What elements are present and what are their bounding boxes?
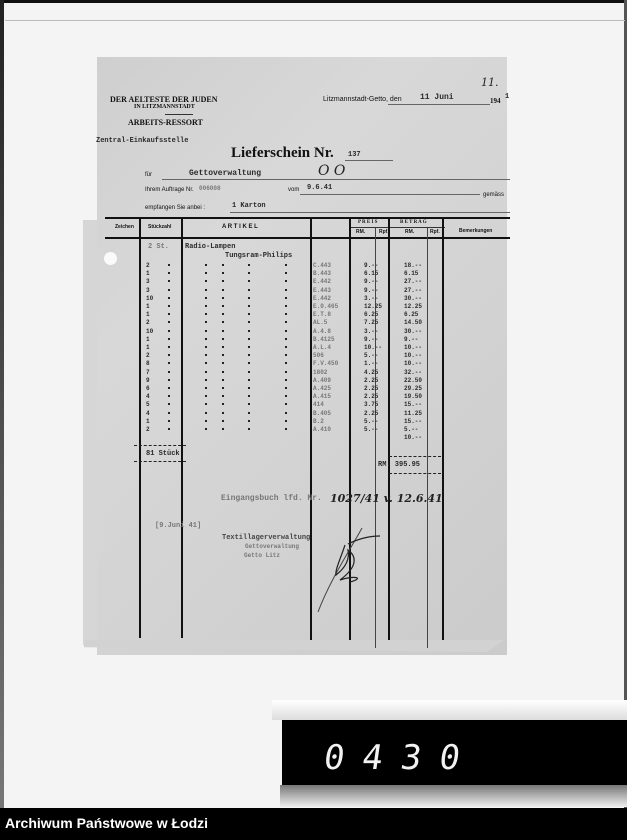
- row-qty: 2: [146, 319, 150, 326]
- row-price: 5.--: [364, 418, 379, 425]
- row-price: 2.25: [364, 377, 379, 384]
- ditto-mark: [205, 272, 207, 274]
- row-type: E.0.465: [313, 303, 339, 310]
- table-top-rule: [105, 217, 510, 219]
- ditto-mark: [222, 387, 224, 389]
- ditto-mark: [205, 338, 207, 340]
- order-label: Ihrem Auftrage Nr.: [145, 187, 194, 193]
- ditto-mark: [222, 313, 224, 315]
- ditto-mark: [222, 338, 224, 340]
- row-qty: 2: [146, 262, 150, 269]
- ditto-mark: [168, 313, 170, 315]
- header-stueckzahl: Stückzahl: [148, 224, 172, 230]
- row-qty: 2: [146, 352, 150, 359]
- ditto-mark: [168, 330, 170, 332]
- ditto-mark: [248, 354, 250, 356]
- vom-line: [300, 194, 480, 195]
- row-price: 9.--: [364, 287, 379, 294]
- row-qty: 6: [146, 385, 150, 392]
- scan-line: [5, 20, 625, 21]
- document-number: 137: [348, 151, 361, 159]
- ditto-mark: [168, 379, 170, 381]
- row-type: F.V.450: [313, 360, 339, 367]
- row-price: 10.--: [364, 344, 383, 351]
- ditto-mark: [168, 354, 170, 356]
- ditto-mark: [285, 412, 287, 414]
- intro-brand: Tungsram-Philips: [225, 252, 293, 260]
- ditto-mark: [285, 346, 287, 348]
- row-amount: 22.50: [404, 377, 423, 384]
- row-type: A.415: [313, 393, 332, 400]
- gemaess-label: gemäss: [483, 192, 505, 198]
- row-qty: 5: [146, 401, 150, 408]
- row-type: A.409: [313, 377, 332, 384]
- archive-name: Archiwum Państwowe w Łodzi: [5, 815, 209, 831]
- ditto-mark: [285, 313, 287, 315]
- ditto-mark: [168, 305, 170, 307]
- row-type: A.425: [313, 385, 332, 392]
- vom-value: 9.6.41: [307, 184, 333, 192]
- ditto-mark: [205, 362, 207, 364]
- ditto-mark: [205, 371, 207, 373]
- ditto-mark: [222, 395, 224, 397]
- ditto-mark: [248, 330, 250, 332]
- ditto-mark: [205, 379, 207, 381]
- document-title: Lieferschein Nr.: [231, 145, 334, 161]
- ditto-mark: [248, 395, 250, 397]
- ditto-mark: [222, 305, 224, 307]
- header-artikel: A R T I K E L: [222, 224, 258, 230]
- ditto-mark: [205, 420, 207, 422]
- ditto-mark: [248, 403, 250, 405]
- ditto-mark: [168, 362, 170, 364]
- fuer-label: für: [145, 172, 153, 178]
- col-divider-betrag-rpf: [427, 228, 428, 648]
- row-type: B.2: [313, 418, 324, 425]
- ditto-mark: [222, 403, 224, 405]
- ditto-mark: [248, 371, 250, 373]
- row-qty: 1: [146, 270, 150, 277]
- ditto-mark: [205, 264, 207, 266]
- row-amount: 15.--: [404, 401, 423, 408]
- department: ARBEITS-RESSORT: [128, 118, 203, 127]
- ditto-mark: [205, 330, 207, 332]
- row-amount: 30.--: [404, 328, 423, 335]
- ditto-mark: [205, 313, 207, 315]
- row-type: A.4.8: [313, 328, 332, 335]
- row-qty: 4: [146, 393, 150, 400]
- total-amount-rule-bottom: [389, 473, 441, 474]
- row-type: A.L.4: [313, 344, 332, 351]
- row-amount: 15.--: [404, 418, 423, 425]
- header-bemerkungen: Bemerkungen: [459, 228, 493, 234]
- place-label: Litzmannstadt-Getto, den: [323, 96, 402, 103]
- ditto-mark: [248, 362, 250, 364]
- ditto-mark: [168, 321, 170, 323]
- sub-department: Zentral-Einkaufsstelle: [96, 137, 189, 145]
- ditto-mark: [248, 313, 250, 315]
- col-divider-stueck: [181, 218, 183, 638]
- ditto-mark: [285, 371, 287, 373]
- intro-qty: 2 St.: [148, 243, 170, 251]
- row-price: 3.--: [364, 328, 379, 335]
- ditto-mark: [222, 371, 224, 373]
- ditto-mark: [222, 379, 224, 381]
- row-type: E.442: [313, 278, 332, 285]
- ditto-mark: [205, 354, 207, 356]
- ditto-mark: [285, 264, 287, 266]
- row-qty: 1: [146, 344, 150, 351]
- fuer-value: Gettoverwaltung: [189, 169, 262, 178]
- row-amount: 9.--: [404, 336, 419, 343]
- signature: [310, 520, 380, 620]
- row-price: 12.25: [364, 303, 383, 310]
- row-type: 506: [313, 352, 324, 359]
- row-type: C.443: [313, 262, 332, 269]
- total-qty-rule-top: [134, 445, 186, 446]
- ditto-mark: [248, 321, 250, 323]
- ditto-mark: [248, 379, 250, 381]
- row-qty: 10: [146, 295, 154, 302]
- ditto-mark: [205, 321, 207, 323]
- header-preis-rm: RM.: [356, 229, 366, 235]
- ditto-mark: [168, 387, 170, 389]
- row-qty: 7: [146, 369, 150, 376]
- row-qty: 4: [146, 410, 150, 417]
- date-stamp: [9.Juni 41]: [155, 522, 202, 530]
- fuer-line: [162, 179, 510, 180]
- ditto-mark: [285, 338, 287, 340]
- ditto-mark: [168, 371, 170, 373]
- col-divider-zeichen: [139, 218, 141, 638]
- row-amount: 10.--: [404, 344, 423, 351]
- ditto-mark: [222, 264, 224, 266]
- row-amount: 29.25: [404, 385, 423, 392]
- counter-plate-shadow: [280, 785, 627, 807]
- stamp-line2: Gettoverwaltung: [245, 543, 300, 550]
- row-amount: 10.--: [404, 360, 423, 367]
- row-price: 2.25: [364, 385, 379, 392]
- ditto-mark: [222, 297, 224, 299]
- ditto-mark: [285, 403, 287, 405]
- ditto-mark: [205, 403, 207, 405]
- ditto-mark: [168, 395, 170, 397]
- ditto-mark: [222, 354, 224, 356]
- header-preis: P R E I S: [358, 220, 378, 225]
- ditto-mark: [285, 387, 287, 389]
- ditto-mark: [205, 280, 207, 282]
- ditto-mark: [285, 280, 287, 282]
- row-amount: 18.--: [404, 262, 423, 269]
- ditto-mark: [285, 362, 287, 364]
- row-amount: 11.25: [404, 410, 423, 417]
- ditto-mark: [248, 280, 250, 282]
- row-type: AL.5: [313, 319, 328, 326]
- ditto-mark: [222, 412, 224, 414]
- total-amount-rule-top: [389, 456, 441, 457]
- year-prefix: 194: [490, 97, 501, 105]
- ditto-mark: [248, 272, 250, 274]
- row-qty: 3: [146, 287, 150, 294]
- ditto-mark: [248, 428, 250, 430]
- table-header-rule: [105, 237, 510, 239]
- total-amount: RM. 395.95: [378, 461, 421, 469]
- ditto-mark: [168, 289, 170, 291]
- total-qty-rule-bottom: [134, 461, 186, 462]
- row-price: 1.--: [364, 360, 379, 367]
- row-type: B.443: [313, 270, 332, 277]
- price-subheader-rule: [350, 227, 445, 228]
- row-price: 5.--: [364, 426, 379, 433]
- ditto-mark: [168, 264, 170, 266]
- row-amount: 12.25: [404, 303, 423, 310]
- row-qty: 2: [146, 426, 150, 433]
- row-qty: 1: [146, 336, 150, 343]
- total-qty: 81 Stück: [146, 450, 180, 458]
- header-zeichen: Zeichen: [115, 224, 134, 230]
- punch-hole: [104, 252, 117, 265]
- ditto-mark: [222, 280, 224, 282]
- row-price: 9.--: [364, 336, 379, 343]
- ditto-mark: [248, 412, 250, 414]
- ditto-mark: [168, 280, 170, 282]
- row-price: 6.15: [364, 270, 379, 277]
- row-type: E.443: [313, 287, 332, 294]
- row-price: 3.--: [364, 295, 379, 302]
- ditto-mark: [248, 305, 250, 307]
- row-type: 1802: [313, 369, 328, 376]
- row-amount: 10.--: [404, 352, 423, 359]
- row-qty: 1: [146, 418, 150, 425]
- counter-plate-edge: [272, 700, 627, 720]
- ditto-mark: [285, 330, 287, 332]
- ditto-mark: [285, 354, 287, 356]
- ditto-mark: [222, 330, 224, 332]
- row-amount: 27.--: [404, 287, 423, 294]
- ditto-mark: [205, 412, 207, 414]
- row-qty: 9: [146, 377, 150, 384]
- row-qty: 10: [146, 328, 154, 335]
- ditto-mark: [248, 346, 250, 348]
- col-divider-preis: [388, 218, 390, 640]
- row-amount: 10.--: [404, 434, 423, 441]
- page-mark: 11.: [481, 76, 499, 89]
- ditto-mark: [168, 420, 170, 422]
- date-value: 11 Juni: [420, 93, 454, 102]
- ditto-mark: [248, 297, 250, 299]
- row-amount: 6.25: [404, 311, 419, 318]
- org-name: DER AELTESTE DER JUDEN: [110, 95, 218, 104]
- intro-article: Radio-Lampen: [185, 243, 236, 251]
- film-frame-top: [0, 0, 627, 3]
- received-label: empfangen Sie anbei :: [145, 205, 206, 211]
- ditto-mark: [168, 338, 170, 340]
- row-type: A.410: [313, 426, 332, 433]
- row-type: 414: [313, 401, 324, 408]
- row-amount: 30.--: [404, 295, 423, 302]
- col-divider-betrag: [442, 218, 444, 640]
- row-price: 4.25: [364, 369, 379, 376]
- frame-counter: 0430: [321, 738, 481, 778]
- ditto-mark: [168, 428, 170, 430]
- ditto-mark: [285, 305, 287, 307]
- ditto-mark: [248, 264, 250, 266]
- row-qty: 1: [146, 311, 150, 318]
- ditto-mark: [222, 321, 224, 323]
- ditto-mark: [248, 338, 250, 340]
- ditto-mark: [285, 428, 287, 430]
- row-type: E.T.8: [313, 311, 332, 318]
- ditto-mark: [285, 272, 287, 274]
- row-price: 9.--: [364, 278, 379, 285]
- header-betrag: B E T R A G: [400, 220, 427, 225]
- vom-label: vom: [288, 187, 300, 193]
- row-price: 2.25: [364, 410, 379, 417]
- row-price: 3.75: [364, 401, 379, 408]
- ditto-mark: [168, 346, 170, 348]
- ditto-mark: [285, 289, 287, 291]
- ditto-mark: [248, 420, 250, 422]
- ditto-mark: [222, 272, 224, 274]
- row-amount: 5.--: [404, 426, 419, 433]
- handwritten-mark: O O: [318, 163, 346, 179]
- order-value: 006008: [199, 185, 221, 192]
- ditto-mark: [168, 412, 170, 414]
- row-type: B.4125: [313, 336, 335, 343]
- header-divider: [165, 114, 193, 115]
- row-qty: 8: [146, 360, 150, 367]
- ditto-mark: [205, 289, 207, 291]
- ditto-mark: [168, 272, 170, 274]
- ditto-mark: [205, 305, 207, 307]
- header-betrag-rpf: Rpf.: [430, 229, 440, 235]
- ditto-mark: [285, 420, 287, 422]
- ditto-mark: [222, 420, 224, 422]
- ditto-mark: [285, 297, 287, 299]
- ditto-mark: [248, 289, 250, 291]
- org-city: IN LITZMANNSTADT: [134, 104, 195, 110]
- row-amount: 14.50: [404, 319, 423, 326]
- ditto-mark: [205, 346, 207, 348]
- ditto-mark: [285, 379, 287, 381]
- row-amount: 27.--: [404, 278, 423, 285]
- ditto-mark: [222, 428, 224, 430]
- ledger-handwritten: 1027/41 v. 12.6.41: [330, 492, 443, 505]
- ditto-mark: [168, 403, 170, 405]
- date-line: [388, 104, 490, 105]
- ditto-mark: [205, 395, 207, 397]
- row-qty: 1: [146, 303, 150, 310]
- ledger-note: Eingangsbuch lfd. Nr.: [221, 494, 322, 503]
- ditto-mark: [285, 321, 287, 323]
- ditto-mark: [168, 297, 170, 299]
- ditto-mark: [222, 362, 224, 364]
- ditto-mark: [248, 387, 250, 389]
- row-type: E.442: [313, 295, 332, 302]
- received-value: 1 Karton: [232, 202, 266, 210]
- row-price: 5.--: [364, 352, 379, 359]
- stamp-line3: Getto Litz: [244, 552, 281, 559]
- row-qty: 3: [146, 278, 150, 285]
- year-suffix: 1: [505, 93, 510, 101]
- header-betrag-rm: RM.: [405, 229, 415, 235]
- film-frame-left: [0, 0, 4, 810]
- row-price: 2.25: [364, 393, 379, 400]
- row-type: B.405: [313, 410, 332, 417]
- stamp-line1: Textillagerverwaltung: [222, 534, 311, 542]
- row-amount: 19.50: [404, 393, 423, 400]
- row-price: 9.--: [364, 262, 379, 269]
- ditto-mark: [222, 289, 224, 291]
- row-amount: 32.--: [404, 369, 423, 376]
- ditto-mark: [285, 395, 287, 397]
- row-price: 6.25: [364, 311, 379, 318]
- ditto-mark: [205, 297, 207, 299]
- ditto-mark: [205, 387, 207, 389]
- ditto-mark: [205, 428, 207, 430]
- ditto-mark: [222, 346, 224, 348]
- received-line: [230, 212, 510, 213]
- header-preis-rpf: Rpf.: [379, 229, 389, 235]
- row-amount: 6.15: [404, 270, 419, 277]
- number-line: [345, 160, 393, 161]
- row-price: 7.25: [364, 319, 379, 326]
